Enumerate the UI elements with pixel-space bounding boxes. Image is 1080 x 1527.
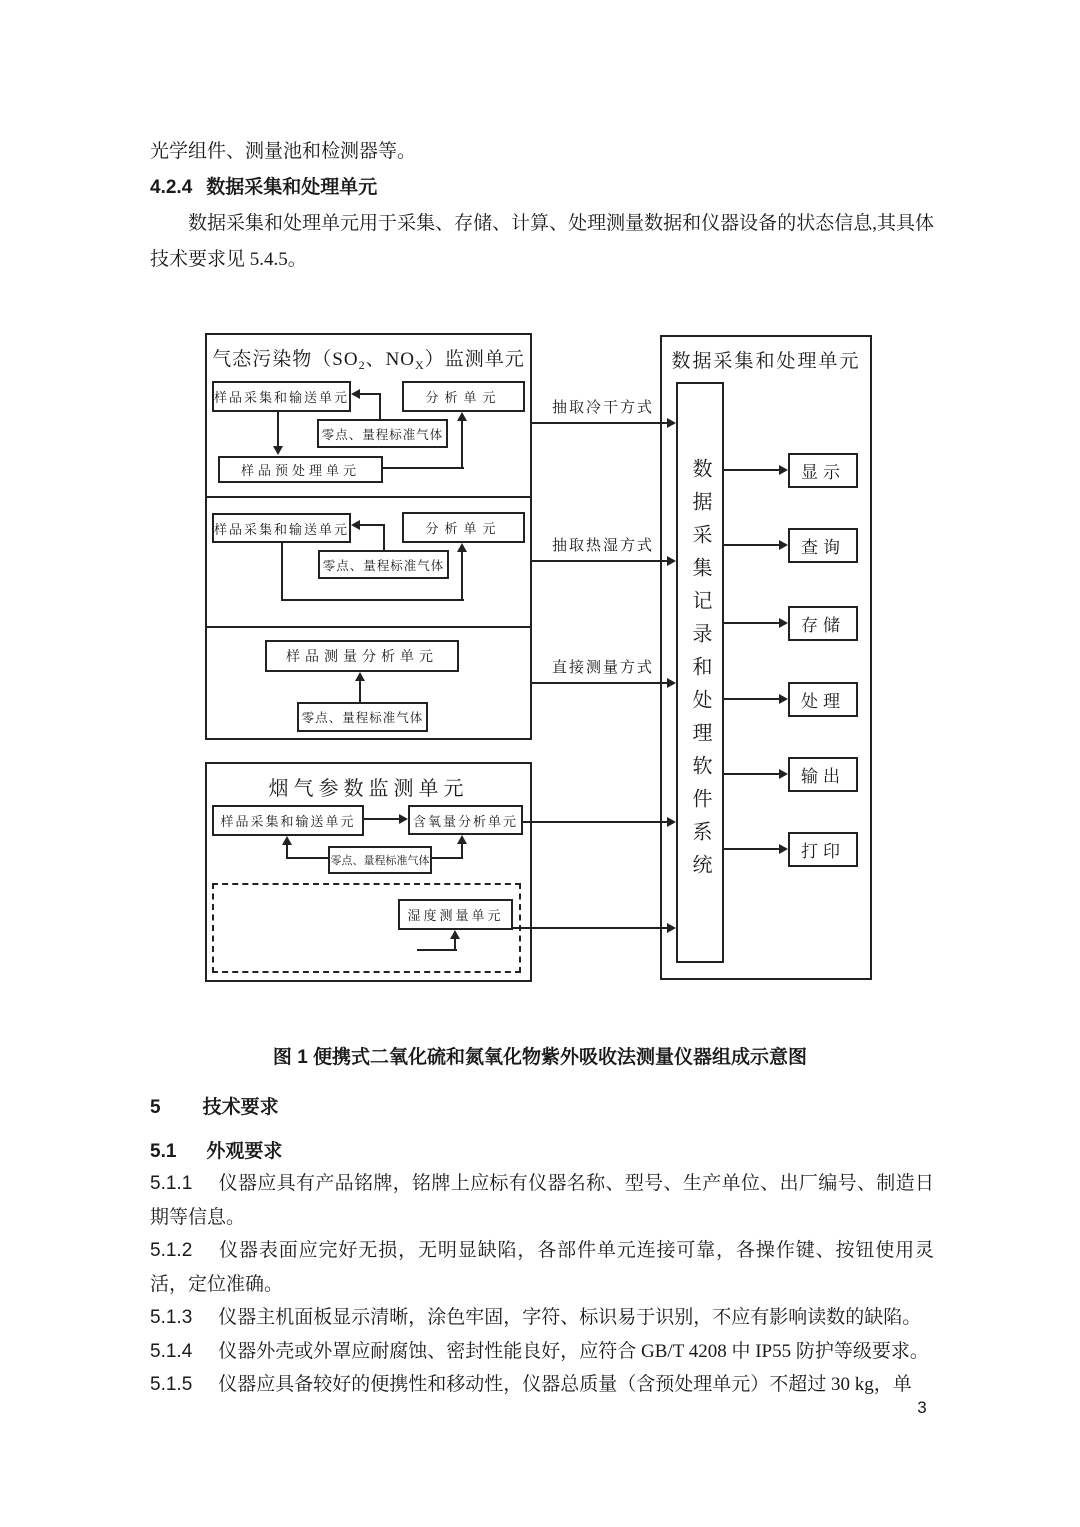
group-data-processing-title: 数据采集和处理单元 [671, 351, 861, 372]
node-sample-measure: 样品测量分析单元 [265, 640, 459, 672]
heading-5-1-title: 外观要求 [206, 1141, 283, 1162]
arrowhead-up [355, 672, 365, 681]
intro-line: 光学组件、测量池和检测器等。 [150, 141, 417, 162]
gas-title-part3: ）监测单元 [424, 349, 525, 370]
node-sample-transport-a: 样品采集和输送单元 [212, 381, 351, 412]
group-flue-gas-title: 烟气参数监测单元 [268, 778, 469, 800]
connector-line [724, 544, 779, 546]
gas-title-part1: 气态污染物（SO [212, 349, 359, 370]
node-sample-transport-d: 样品采集和输送单元 [212, 805, 364, 836]
connector-oxygen [523, 821, 667, 823]
connector-line [461, 420, 463, 469]
clause-number: 5.1.1 [150, 1173, 193, 1194]
gas-title-part2: 、NO [365, 349, 416, 370]
node-zero-span-gas-d: 零点、量程标准气体 [328, 846, 432, 874]
node-output-output: 输出 [788, 757, 858, 792]
connector-humidity [513, 927, 667, 929]
intro-paragraph: 数据采集和处理单元用于采集、存储、计算、处理测量数据和仪器设备的状态信息,其具体技术要求见 5.4.5。 [150, 213, 934, 270]
clause-text: 仪器外壳或外罩应耐腐蚀、密封性能良好，应符合 GB/T 4208 中 IP55 防护等级要求。 [218, 1340, 929, 1362]
gas-title-sub-2: 2 [358, 358, 366, 372]
connector-line [724, 848, 779, 850]
connector-line [417, 949, 457, 951]
connector-direct [531, 682, 667, 684]
heading-5-title: 技术要求 [202, 1097, 279, 1118]
connector-line [724, 773, 779, 775]
label-hot-wet-method: 抽取热湿方式 [551, 538, 654, 554]
clause-5-1-5 [150, 1368, 934, 1402]
heading-4-2-4 [150, 170, 934, 206]
arrowhead-up [282, 836, 292, 845]
node-software-system [676, 382, 724, 963]
clause-number: 5.1.3 [150, 1307, 193, 1328]
clause-text: 仪器应具备较好的便携性和移动性，仪器总质量（含预处理单元）不超过 30 kg，单 [218, 1374, 912, 1395]
node-pretreatment: 样品预处理单元 [218, 456, 383, 483]
arrowhead-up [457, 543, 467, 552]
clause-5-1-2 [150, 1234, 934, 1301]
connector-line [286, 857, 328, 859]
arrowhead-up [457, 835, 467, 844]
arrowhead-down [273, 446, 283, 455]
clause-number: 5.1.5 [150, 1374, 193, 1395]
intro-block [150, 134, 934, 278]
node-analysis-a: 分析单元 [402, 381, 525, 412]
connector-line [724, 622, 779, 624]
node-zero-span-gas-c: 零点、量程标准气体 [297, 702, 428, 732]
connector-line [364, 818, 399, 820]
connector-line [360, 524, 385, 526]
figure-caption: 图 1 便携式二氧化硫和氮氧化物紫外吸收法测量仪器组成示意图 [272, 1047, 808, 1068]
arrowhead-left [351, 389, 360, 399]
connector-cold-dry [531, 422, 667, 424]
node-output-query: 查询 [788, 528, 858, 563]
node-output-display: 显示 [788, 453, 858, 488]
connector-line [360, 393, 381, 395]
label-direct-method: 直接测量方式 [551, 660, 654, 676]
connector-line [281, 543, 283, 601]
node-humidity-measure: 湿度测量单元 [398, 899, 513, 930]
clause-5-1-4 [150, 1335, 934, 1369]
connector-line [461, 551, 463, 601]
clause-number: 5.1.2 [150, 1240, 193, 1261]
connector-line [383, 524, 385, 550]
arrowhead-right [779, 465, 788, 475]
node-output-print: 打印 [788, 832, 858, 867]
clause-text: 仪器表面应完好无损，无明显缺陷，各部件单元连接可靠，各操作键、按钮使用灵活，定位准确。 [150, 1240, 934, 1295]
arrowhead-right [779, 844, 788, 854]
connector-line [281, 599, 464, 601]
arrowhead-up [457, 412, 467, 421]
connector-line [461, 843, 463, 858]
node-oxygen-analysis: 含氧量分析单元 [408, 805, 523, 835]
software-system-label: 数据采集记录和处理软件系统 [689, 458, 711, 887]
arrowhead-up [450, 930, 460, 939]
node-analysis-b: 分析单元 [402, 512, 525, 543]
gas-title-sub-x: X [415, 358, 425, 372]
clause-text: 仪器应具有产品铭牌，铭牌上应标有仪器名称、型号、生产单位、出厂编号、制造日期等信息。 [150, 1173, 934, 1228]
arrowhead-right [399, 814, 408, 824]
connector-line [286, 844, 288, 858]
arrowhead-left [351, 520, 360, 530]
heading-5 [150, 1092, 279, 1119]
node-zero-span-gas-b: 零点、量程标准气体 [318, 550, 449, 579]
heading-4-2-4-number: 4.2.4 [150, 177, 193, 198]
connector-line [383, 467, 464, 469]
connector-line [379, 393, 381, 419]
group-gas-pollutant-title [205, 344, 532, 373]
arrowhead-right [779, 618, 788, 628]
connector-line [724, 469, 779, 471]
page-number: 3 [917, 1398, 927, 1417]
node-output-process: 处理 [788, 682, 858, 717]
heading-5-number: 5 [150, 1097, 161, 1118]
arrowhead-right [779, 769, 788, 779]
node-output-storage: 存储 [788, 606, 858, 641]
clause-5-1-1 [150, 1167, 934, 1234]
node-zero-span-gas-a: 零点、量程标准气体 [317, 419, 448, 448]
label-cold-dry-method: 抽取冷干方式 [551, 400, 654, 416]
heading-5-1 [150, 1136, 282, 1163]
connector-line [454, 938, 456, 951]
connector-line [359, 680, 361, 702]
clause-5-1-3 [150, 1301, 934, 1335]
connector-line [277, 412, 279, 446]
clause-list [150, 1167, 934, 1402]
node-sample-transport-b: 样品采集和输送单元 [212, 513, 351, 543]
heading-4-2-4-title: 数据采集和处理单元 [206, 177, 378, 198]
heading-5-1-number: 5.1 [150, 1141, 177, 1162]
connector-line [432, 857, 463, 859]
clause-number: 5.1.4 [150, 1340, 193, 1362]
connector-hot-wet [531, 560, 667, 562]
clause-text: 仪器主机面板显示清晰，涂色牢固，字符、标识易于识别，不应有影响读数的缺陷。 [218, 1307, 922, 1328]
connector-line [724, 698, 779, 700]
arrowhead-right [779, 694, 788, 704]
arrowhead-right [779, 540, 788, 550]
